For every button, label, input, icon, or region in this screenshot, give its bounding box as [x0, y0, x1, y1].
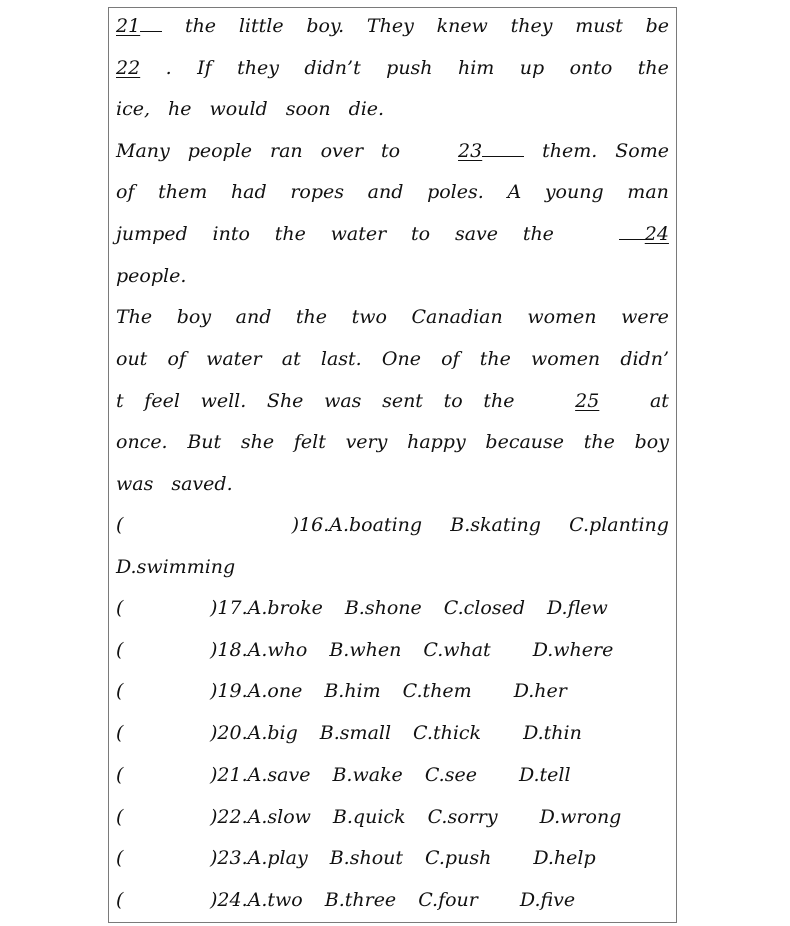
passage-line-4	[116, 140, 669, 170]
passage-line-9	[116, 348, 669, 378]
option-d: D.wrong	[539, 806, 622, 828]
word: Some	[615, 140, 669, 162]
word: into	[212, 223, 250, 245]
word: die.	[348, 98, 385, 120]
option-a: )24.A.two	[210, 889, 303, 911]
word: She	[266, 390, 304, 412]
option-a: )21.A.save	[210, 764, 311, 786]
blank-24: 24	[619, 223, 669, 245]
passage-line-1	[116, 15, 669, 45]
word: onto	[569, 57, 613, 79]
word: over	[320, 140, 364, 162]
blank-21: 21	[116, 15, 162, 37]
word: young	[544, 181, 604, 203]
word: jumped	[116, 223, 188, 245]
word: save	[454, 223, 498, 245]
word: Many	[116, 140, 170, 162]
word: But	[187, 431, 222, 453]
blank-23: 23	[458, 140, 524, 162]
blank-25: 25	[575, 390, 600, 412]
passage-line-10	[116, 390, 669, 420]
answer-paren[interactable]: (	[116, 514, 124, 536]
word: at	[649, 390, 669, 412]
word: ropes	[290, 181, 345, 203]
option-b: B.when	[329, 639, 402, 661]
word: be	[645, 15, 669, 37]
word: A	[507, 181, 522, 203]
answer-paren[interactable]: (	[116, 806, 124, 828]
word: water	[206, 348, 262, 370]
word: man	[627, 181, 669, 203]
word: he	[168, 98, 192, 120]
word: saved.	[171, 473, 233, 495]
word: the	[479, 348, 511, 370]
word: out	[116, 348, 148, 370]
option-c: C.see	[424, 764, 477, 786]
word: of	[441, 348, 460, 370]
word: well.	[200, 390, 247, 412]
word: push	[386, 57, 433, 79]
word: two	[351, 306, 387, 328]
option-b: B.shout	[329, 847, 404, 869]
word: him	[457, 57, 495, 79]
option-b: B.skating	[450, 514, 541, 536]
option-d: D.where	[532, 639, 614, 661]
word: because	[485, 431, 565, 453]
option-d: D.her	[513, 680, 567, 702]
question-18	[116, 639, 669, 669]
word: women	[527, 306, 597, 328]
passage-line-5	[116, 181, 669, 211]
option-d: D.five	[519, 889, 576, 911]
passage-line-2	[116, 57, 669, 87]
word: happy	[407, 431, 466, 453]
word: must	[575, 15, 623, 37]
word: and	[367, 181, 404, 203]
word: the	[295, 306, 328, 328]
word: felt	[293, 431, 326, 453]
option-b: B.wake	[332, 764, 403, 786]
word: the	[583, 431, 615, 453]
option-a: )20.A.big	[210, 722, 298, 744]
word: would	[209, 98, 268, 120]
question-16	[116, 514, 669, 544]
option-c: C.what	[423, 639, 491, 661]
word: The	[116, 306, 153, 328]
blank-22: 22	[116, 57, 141, 79]
word: .	[165, 57, 172, 79]
option-b: B.shone	[344, 597, 422, 619]
option-a: )16.A.boating	[291, 514, 423, 536]
word: to	[443, 390, 463, 412]
word: and	[235, 306, 272, 328]
word: ice,	[116, 98, 151, 120]
word: to	[381, 140, 401, 162]
word: had	[230, 181, 267, 203]
question-17	[116, 597, 669, 627]
word: boy	[176, 306, 212, 328]
option-a: )22.A.slow	[210, 806, 311, 828]
word: One	[381, 348, 421, 370]
answer-paren[interactable]: (	[116, 847, 124, 869]
option-c: C.thick	[413, 722, 482, 744]
word: knew	[436, 15, 488, 37]
word: last.	[320, 348, 362, 370]
option-c: C.planting	[569, 514, 669, 536]
word: boy	[634, 431, 669, 453]
option-a: )18.A.who	[210, 639, 308, 661]
passage-line-6	[116, 223, 669, 253]
passage-line-11	[116, 431, 669, 461]
option-d: D.swimming	[116, 556, 236, 578]
word: boy.	[306, 15, 345, 37]
word: them.	[542, 140, 598, 162]
word: soon	[285, 98, 331, 120]
word: was	[324, 390, 362, 412]
word: they	[510, 15, 553, 37]
question-21	[116, 764, 669, 794]
answer-paren[interactable]: (	[116, 597, 124, 619]
answer-paren[interactable]: (	[116, 889, 124, 911]
answer-paren[interactable]: (	[116, 764, 124, 786]
question-16-cont	[116, 556, 669, 586]
option-c: C.sorry	[427, 806, 498, 828]
word: up	[519, 57, 545, 79]
word: didn’	[620, 348, 669, 370]
word: to	[411, 223, 431, 245]
option-d: D.tell	[518, 764, 571, 786]
word: little	[238, 15, 284, 37]
word: the	[522, 223, 554, 245]
word: If	[197, 57, 212, 79]
word: ran	[269, 140, 303, 162]
word: people	[187, 140, 253, 162]
option-b: B.quick	[332, 806, 406, 828]
passage-line-12	[116, 473, 669, 503]
word: of	[116, 181, 135, 203]
word: at	[281, 348, 301, 370]
word: them	[158, 181, 208, 203]
question-19	[116, 680, 669, 710]
passage-line-8	[116, 306, 669, 336]
word: the	[184, 15, 217, 37]
question-22	[116, 806, 669, 836]
option-a: )23.A.play	[210, 847, 308, 869]
word: They	[366, 15, 414, 37]
word: very	[345, 431, 388, 453]
option-c: C.four	[418, 889, 478, 911]
option-d: D.help	[533, 847, 596, 869]
option-b: B.small	[319, 722, 392, 744]
question-23	[116, 847, 669, 877]
option-d: D.thin	[523, 722, 582, 744]
word: women	[530, 348, 601, 370]
option-a: )19.A.one	[210, 680, 303, 702]
answer-paren[interactable]: (	[116, 680, 124, 702]
option-a: )17.A.broke	[210, 597, 323, 619]
word: the	[483, 390, 515, 412]
word: feel	[144, 390, 180, 412]
word: didn’t	[304, 57, 361, 79]
option-d: D.flew	[546, 597, 608, 619]
question-20	[116, 722, 669, 752]
word: the	[637, 57, 669, 79]
passage-line-7	[116, 265, 669, 295]
word: were	[621, 306, 669, 328]
word: they	[237, 57, 279, 79]
question-24	[116, 889, 669, 919]
option-c: C.closed	[443, 597, 525, 619]
option-b: B.him	[324, 680, 381, 702]
word: Canadian	[411, 306, 503, 328]
word: the	[274, 223, 306, 245]
answer-paren[interactable]: (	[116, 722, 124, 744]
word: once.	[116, 431, 168, 453]
word: was	[116, 473, 154, 495]
option-c: C.push	[425, 847, 492, 869]
passage-line-3	[116, 98, 669, 128]
option-b: B.three	[324, 889, 397, 911]
word: t	[116, 390, 124, 412]
word: water	[330, 223, 387, 245]
answer-paren[interactable]: (	[116, 639, 124, 661]
word: people.	[116, 265, 187, 287]
word: she	[240, 431, 275, 453]
word: poles.	[427, 181, 484, 203]
option-c: C.them	[402, 680, 472, 702]
word: of	[167, 348, 186, 370]
word: sent	[382, 390, 423, 412]
